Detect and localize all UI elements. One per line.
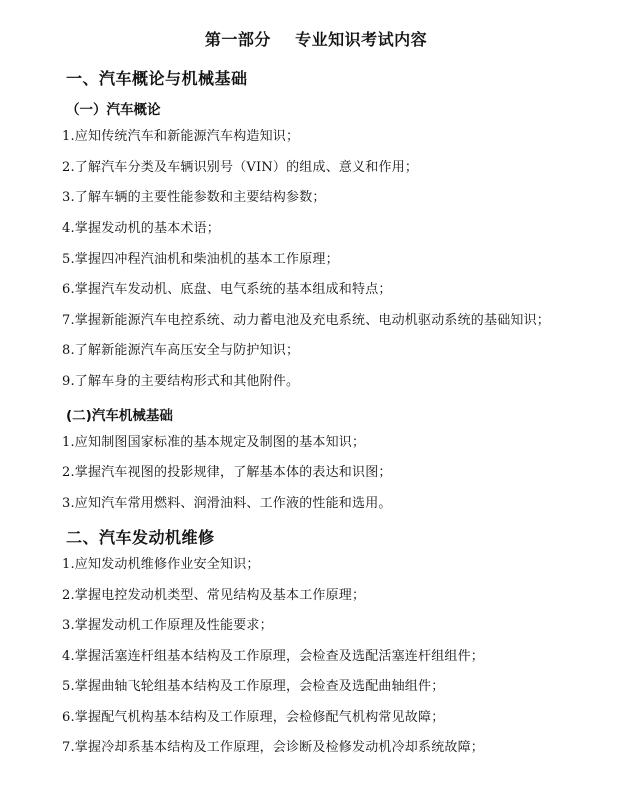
list-item: 3.掌握发动机工作原理及性能要求； <box>62 618 273 633</box>
list-item: 7.掌握冷却系基本结构及工作原理，会诊断及检修发动机冷却系统故障； <box>62 740 485 755</box>
document-title: 第一部分 专业知识考试内容 <box>204 30 428 49</box>
list-item: 1.应知发动机维修作业安全知识； <box>62 557 260 572</box>
list-item: 2.了解汽车分类及车辆识别号（VIN）的组成、意义和作用； <box>62 160 419 175</box>
list-item: 8.了解新能源汽车高压安全与防护知识； <box>62 343 300 358</box>
subsection-heading-2: (二)汽车机械基础 <box>66 408 173 424</box>
list-item: 7.掌握新能源汽车电控系统、动力蓄电池及充电系统、电动机驱动系统的基础知识； <box>62 313 551 328</box>
section-heading-1: 一、汽车概论与机械基础 <box>66 69 248 88</box>
list-item: 3.应知汽车常用燃料、润滑油料、工作液的性能和选用。 <box>62 496 392 511</box>
list-item: 5.掌握曲轴飞轮组基本结构及工作原理，会检查及选配曲轴组件； <box>62 679 445 694</box>
subsection-heading-1: （一）汽车概论 <box>66 102 161 118</box>
list-item: 9.了解车身的主要结构形式和其他附件。 <box>62 374 300 389</box>
list-item: 2.掌握电控发动机类型、常见结构及基本工作原理； <box>62 588 366 603</box>
list-item: 5.掌握四冲程汽油机和柴油机的基本工作原理； <box>62 252 339 267</box>
list-item: 1.应知传统汽车和新能源汽车构造知识； <box>62 129 300 144</box>
list-item: 4.掌握活塞连杆组基本结构及工作原理，会检查及选配活塞连杆组组件； <box>62 649 485 664</box>
list-item: 6.掌握配气机构基本结构及工作原理，会检修配气机构常见故障； <box>62 710 445 725</box>
section-heading-2: 二、汽车发动机维修 <box>66 528 215 547</box>
list-item: 4.掌握发动机的基本术语； <box>62 221 221 236</box>
list-item: 6.掌握汽车发动机、底盘、电气系统的基本组成和特点； <box>62 282 392 297</box>
list-item: 1.应知制图国家标准的基本规定及制图的基本知识； <box>62 435 366 450</box>
list-item: 3.了解车辆的主要性能参数和主要结构参数； <box>62 190 326 205</box>
list-item: 2.掌握汽车视图的投影规律，了解基本体的表达和识图； <box>62 465 392 480</box>
